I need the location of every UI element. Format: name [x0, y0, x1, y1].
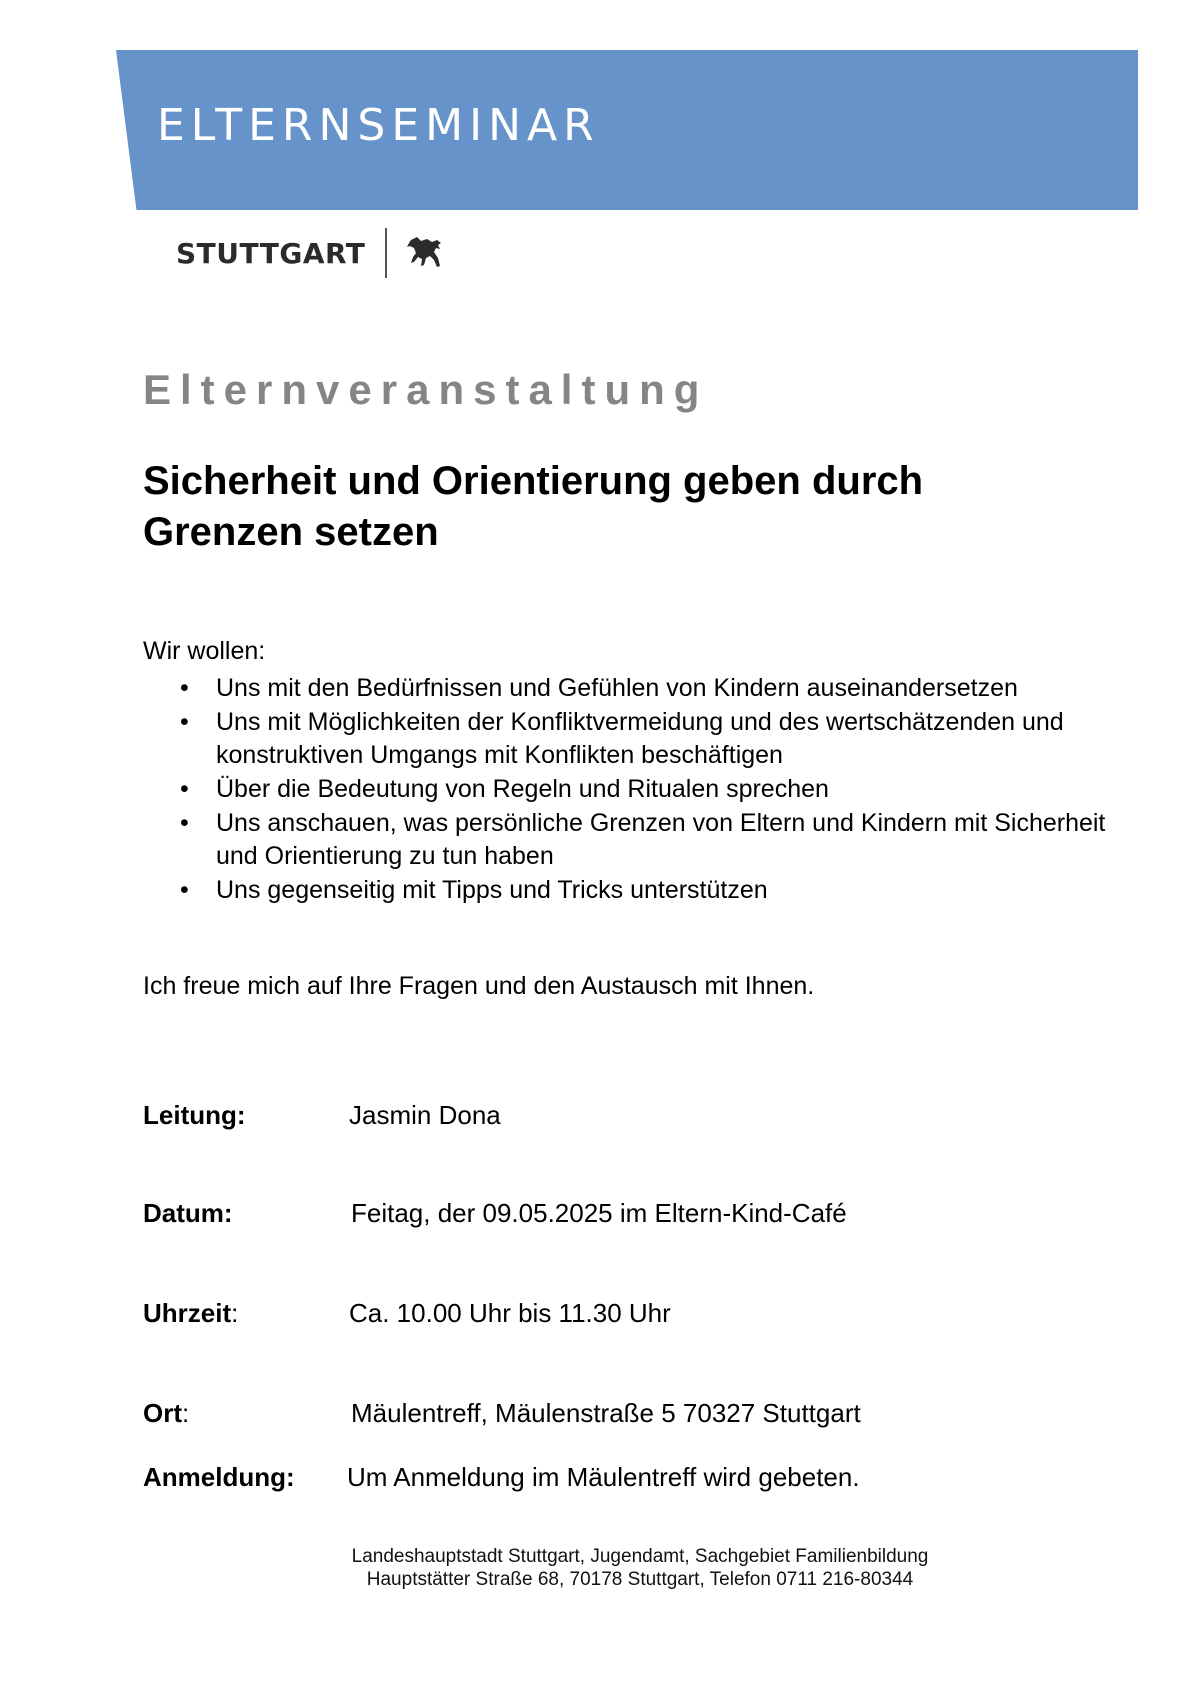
list-item — [143, 773, 1133, 806]
intro-text: Wir wollen: — [143, 637, 266, 665]
datum-label: Datum: — [143, 1198, 233, 1228]
goals-list — [143, 672, 1133, 908]
datum-value: Feitag, der 09.05.2025 im Eltern-Kind-Café — [351, 1198, 847, 1228]
footer-line-2: Hauptstätter Straße 68, 70178 Stuttgart, Telefon 0711 216-80344 — [366, 1569, 914, 1590]
banner-title: ELTERNSEMINAR — [157, 100, 600, 151]
uhrzeit-row — [143, 1298, 671, 1329]
list-item-text: Uns mit den Bedürfnissen und Gefühlen von Kindern auseinandersetzen — [216, 674, 1018, 702]
anmeldung-value: Um Anmeldung im Mäulentreff wird gebeten. — [347, 1462, 860, 1492]
list-item — [143, 874, 1133, 907]
footer — [0, 1545, 1190, 1591]
list-item — [143, 807, 1133, 873]
bullet: • — [180, 876, 189, 904]
uhrzeit-value: Ca. 10.00 Uhr bis 11.30 Uhr — [349, 1298, 671, 1328]
datum-row — [143, 1198, 847, 1229]
logo-text: STUTTGART — [176, 236, 366, 270]
list-item-text: Uns anschauen, was persönliche Grenzen von Eltern und Kindern mit Sicherheit und Orientierung zu tun haben — [216, 809, 1106, 870]
ort-row — [143, 1398, 861, 1429]
closing-text: Ich freue mich auf Ihre Fragen und den Austausch mit Ihnen. — [143, 972, 815, 1000]
uhrzeit-label: Uhrzeit — [143, 1298, 232, 1328]
page-title: Sicherheit und Orientierung geben durch Grenzen setzen — [143, 459, 924, 554]
bullet: • — [180, 708, 189, 736]
anmeldung-label: Anmeldung: — [143, 1462, 295, 1492]
anmeldung-row — [143, 1462, 860, 1493]
ort-label: Ort — [143, 1398, 182, 1428]
uhrzeit-colon: : — [231, 1298, 239, 1328]
horse-icon — [405, 236, 445, 270]
list-item-text: Uns mit Möglichkeiten der Konfliktvermeidung und des wertschätzenden und konstruktiven Umgangs mit Konflikten beschäftigen — [216, 708, 1064, 769]
bullet: • — [180, 775, 189, 803]
leitung-label: Leitung: — [143, 1100, 246, 1130]
event-type: Elternveranstaltung — [143, 366, 709, 413]
list-item-text: Uns gegenseitig mit Tipps und Tricks unterstützen — [216, 876, 768, 904]
bullet: • — [180, 809, 189, 837]
list-item-text: Über die Bedeutung von Regeln und Ritualen sprechen — [216, 775, 829, 803]
stuttgart-logo — [176, 228, 445, 278]
leitung-value: Jasmin Dona — [349, 1100, 501, 1130]
ort-colon: : — [182, 1398, 190, 1428]
ort-value: Mäulentreff, Mäulenstraße 5 70327 Stuttgart — [351, 1398, 861, 1428]
bullet: • — [180, 674, 189, 702]
footer-line-1: Landeshauptstadt Stuttgart, Jugendamt, Sachgebiet Familienbildung — [351, 1546, 929, 1567]
leitung-row — [143, 1100, 501, 1131]
list-item — [143, 706, 1133, 772]
logo-divider — [385, 228, 387, 278]
list-item — [143, 672, 1133, 705]
